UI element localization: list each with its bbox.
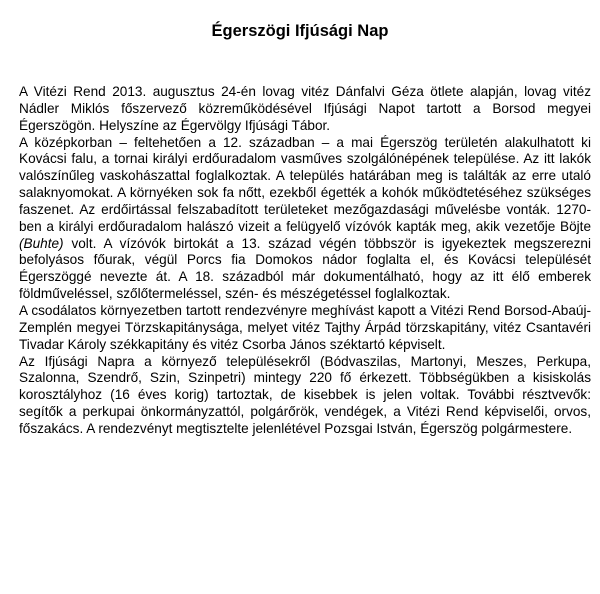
paragraph-3: A csodálatos környezetben tartott rendezvényre meghívást kapott a Vitézi Rend Borsod-Abaúj-Zemplén megyei Törzskapitánysága, melyet vitéz Tajthy Árpád törzskapitány, vitéz Csantavéri Tivadar Károly székkapitány és vitéz Csorba János széktartó képviselt. (19, 302, 591, 352)
paragraph-4: Az Ifjúsági Napra a környező településekről (Bódvaszilas, Martonyi, Meszes, Perkupa, Szalonna, Szendrő, Szin, Szinpetri) mintegy 220 fő érkezett. Többségükben a kisiskolás korosztályhoz (16 éves korig) tartoztak, de kisebbek is jelen voltak. További résztvevők: segítők a perkupai önkormányzattól, polgárőrök, vendégek, a Vitézi Rend képviselői, orvos, főszakács. A rendezvényt megtisztelte jelenlétével Pozsgai István, Égerszög polgármestere. (19, 353, 591, 436)
paragraph-2 (19, 135, 591, 303)
paragraph-2-text-end: volt. A vízóvók birtokát a 13. század végén többször is igyekeztek megszerezni befolyásos főurak, végül Porcs fia Domokos nádor foglalta el, és Kovácsi települését Égerszöggé nevezte át. A 18. századból már dokumentálható, hogy az itt élő emberek földműveléssel, szőlőtermeléssel, szén- és mészégetéssel foglalkoztak. (19, 235, 591, 302)
document-body (19, 84, 591, 438)
paragraph-2-italic: (Buhte) (19, 235, 64, 251)
paragraph-1: A Vitézi Rend 2013. augusztus 24-én lovag vitéz Dánfalvi Géza ötlete alapján, lovag vitéz Nádler Miklós főszervező közreműködésével Ifjúsági Napot tartott a Borsod megyei Égerszögön. Helyszíne az Égervölgy Ifjúsági Tábor. (19, 84, 591, 133)
paragraph-2-text-start: A középkorban – feltehetően a 12. században – a mai Égerszög területén alakulhatott ki Kovácsi falu, a tornai királyi erdőuradalom vasműves szolgálónépének települése. Az itt lakók valószínűleg vaskohászattal foglalkoztak. A település határában meg is találták az erre utaló salaknyomokat. A környéken sok fa nőtt, ezekből égették a kohók működtetéséhez szükséges faszenet. Az erdőirtással felszabadított területeket mezőgazdasági művelésbe vonták. 1270-ben a királyi erdőuradalom halászó vizeit a felügyelő vízóvók kapták meg, akik vezetője Böjte (19, 134, 591, 234)
document-title: Égerszögi Ifjúsági Nap (211, 22, 389, 40)
